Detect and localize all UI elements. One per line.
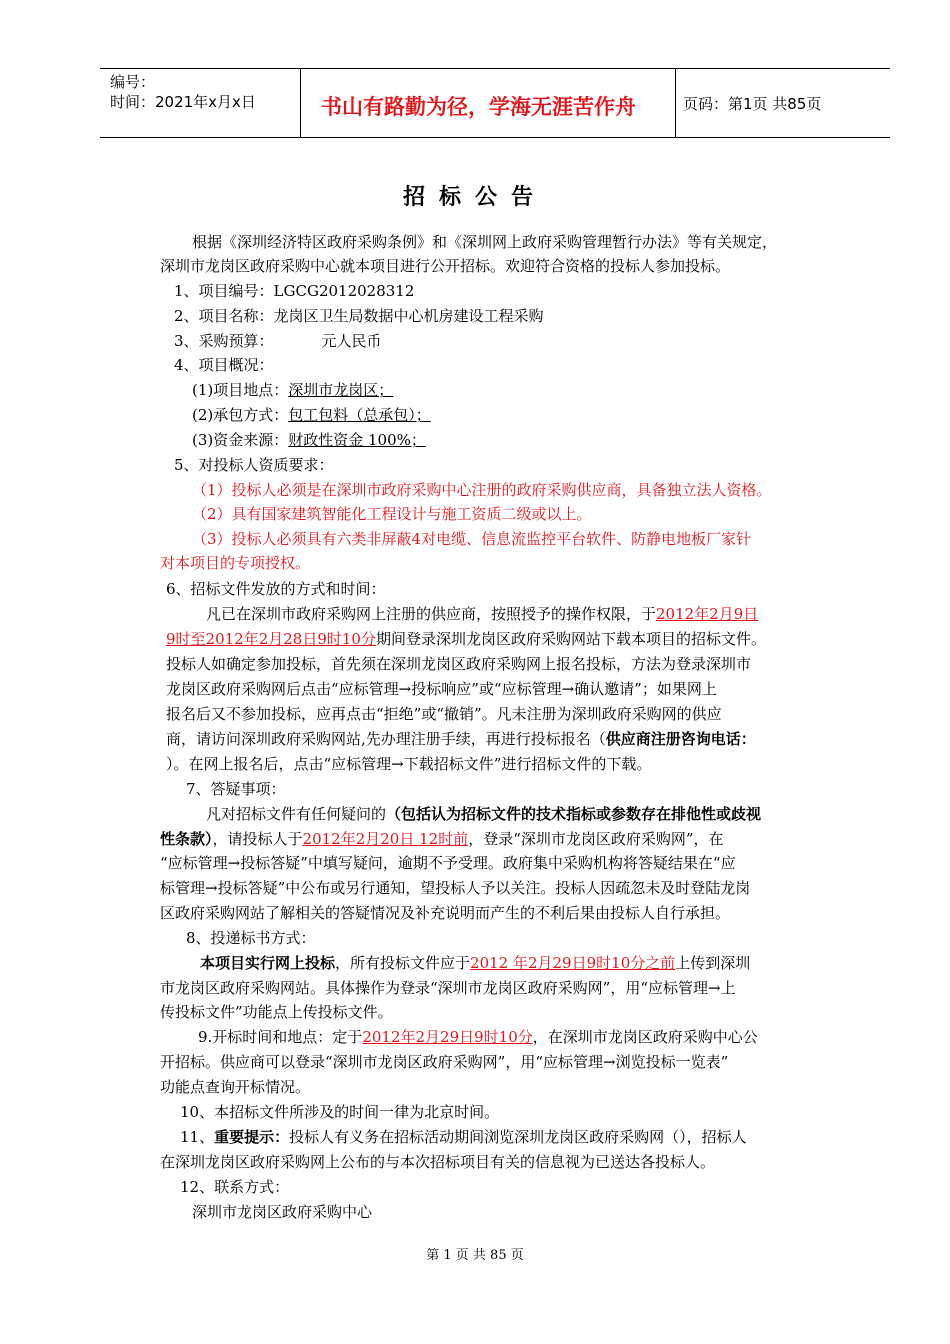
item-1: 1、项目编号：LGCG2012028312 xyxy=(174,282,415,300)
item-3-value: 元人民币 xyxy=(321,332,382,350)
text: 期间登录深圳龙岗区政府采购网站下载本项目的招标文件。 xyxy=(375,630,766,648)
item-4-1-label: (1)项目地点： xyxy=(192,381,289,399)
page-header xyxy=(100,68,890,138)
bold-text: 性条款） xyxy=(160,830,213,848)
page-title: 招标公告 xyxy=(402,185,547,210)
date-red: 9时至2012年2月28日9时10分 xyxy=(166,630,376,648)
bold-text: （包括认为招标文件的技术指标或参数存在排他性或歧视 xyxy=(386,805,762,823)
code-label: 编号： xyxy=(110,73,156,91)
item-8: 8、投递标书方式： xyxy=(186,929,316,947)
item-5-3b: 对本项目的专项授权。 xyxy=(160,554,311,572)
item-12: 12、联系方式： xyxy=(180,1178,290,1196)
item-4: 4、项目概况： xyxy=(174,356,274,374)
text: 11、 xyxy=(180,1128,215,1146)
item-5-2: （2）具有国家建筑智能化工程设计与施工资质二级或以上。 xyxy=(192,505,592,523)
time-label: 时间：2021年x月x日 xyxy=(110,93,256,111)
bold-text: 重要提示： xyxy=(214,1128,290,1146)
item-11-line-1 xyxy=(180,1125,747,1149)
motto-text: 书山有路勤为径，学海无涯苦作舟 xyxy=(321,95,636,119)
item-5-3a: （3）投标人必须具有六类非屏蔽4对电缆、信息流监控平台软件、防静电地板厂家针 xyxy=(192,530,752,548)
item-8-line-2: 市龙岗区政府采购网站。具体操作为登录“深圳市龙岗区政府采购网”，用“应标管理→上 xyxy=(160,979,736,997)
item-7-line-4: 标管理→投标答疑”中公布或另行通知，望投标人予以关注。投标人因疏忽未及时登陆龙岗 xyxy=(160,879,751,897)
item-9-line-3: 功能点查询开标情况。 xyxy=(160,1078,311,1096)
item-6-line-7: ）。在网上报名后，点击“应标管理→下载招标文件”进行招标文件的下载。 xyxy=(166,755,652,773)
item-6-line-5: 报名后又不参加投标，应再点击“拒绝”或“撤销”。凡未注册为深圳政府采购网的供应 xyxy=(166,705,722,723)
item-3-label: 3、采购预算： xyxy=(174,332,274,350)
item-7-line-5: 区政府采购网站了解相关的答疑情况及补充说明而产生的不利后果由投标人自行承担。 xyxy=(160,904,731,922)
bold-text: 本项目实行网上投标 xyxy=(200,954,336,972)
item-9-line-2: 开招标。供应商可以登录“深圳市龙岗区政府采购网”，用“应标管理→浏览投标一览表” xyxy=(160,1053,729,1071)
item-11-line-2: 在深圳龙岗区政府采购网上公布的与本次招标项目有关的信息视为已送达各投标人。 xyxy=(160,1153,716,1171)
text: 投标人有义务在招标活动期间浏览深圳龙岗区政府采购网（），招标人 xyxy=(289,1128,747,1146)
intro-line-1: 根据《深圳经济特区政府采购条例》和《深圳网上政府采购管理暂行办法》等有关规定， xyxy=(192,233,778,251)
item-4-2 xyxy=(192,403,431,427)
item-4-3-label: (3)资金来源： xyxy=(192,431,289,449)
bold-text: 供应商注册咨询电话： xyxy=(605,730,756,748)
item-4-1 xyxy=(192,378,393,402)
text: 凡对招标文件有任何疑问的 xyxy=(206,805,387,823)
date-red: 2012年2月9日 xyxy=(656,605,759,623)
item-7: 7、答疑事项： xyxy=(186,780,286,798)
page-info-text: 页码：第1页 共85页 xyxy=(683,95,822,113)
date-red: 2012年2月20日 12时前 xyxy=(302,830,469,848)
item-8-line-3: 传投标文件”功能点上传投标文件。 xyxy=(160,1003,393,1021)
item-3 xyxy=(174,329,382,353)
item-5: 5、对投标人资质要求： xyxy=(174,456,334,474)
item-6: 6、招标文件发放的方式和时间： xyxy=(166,580,386,598)
text: 上传到深圳 xyxy=(675,954,751,972)
text: 9.开标时间和地点：定于 xyxy=(198,1028,363,1046)
header-page-info xyxy=(675,69,890,137)
item-9-line-1 xyxy=(198,1025,758,1049)
item-6-line-6 xyxy=(166,727,756,751)
item-4-2-label: (2)承包方式： xyxy=(192,406,289,424)
item-6-line-3: 投标人如确定参加投标，首先须在深圳龙岗区政府采购网上报名投标，方法为登录深圳市 xyxy=(166,655,752,673)
item-6-line-4: 龙岗区政府采购网后点击“应标管理→投标响应”或“应标管理→确认邀请”；如果网上 xyxy=(166,680,717,698)
text: ，所有投标文件应于 xyxy=(335,954,471,972)
item-7-line-2 xyxy=(160,827,724,851)
text: 商，请访问深圳政府采购网站,先办理注册手续，再进行投标报名（ xyxy=(166,730,606,748)
item-7-line-1 xyxy=(206,802,761,826)
text: ，请投标人于 xyxy=(212,830,303,848)
header-motto xyxy=(300,69,676,137)
item-12-org: 深圳市龙岗区政府采购中心 xyxy=(192,1203,373,1221)
header-meta xyxy=(100,69,300,137)
item-4-1-value: 深圳市龙岗区； xyxy=(288,381,394,399)
item-6-line-2 xyxy=(166,627,766,651)
item-4-2-value: 包工包料（总承包）； xyxy=(288,406,431,424)
item-8-line-1 xyxy=(200,951,750,975)
item-4-3-value: 财政性资金 100%； xyxy=(288,431,426,449)
date-red: 2012 年2月29日9时10分之前 xyxy=(470,954,676,972)
item-4-3 xyxy=(192,428,426,452)
page-footer: 第 1 页 共 85 页 xyxy=(426,1248,524,1263)
item-5-1: （1）投标人必须是在深圳市政府采购中心注册的政府采购供应商，具备独立法人资格。 xyxy=(192,481,772,499)
text: ，登录“深圳市龙岗区政府采购网”，在 xyxy=(468,830,724,848)
item-10: 10、本招标文件所涉及的时间一律为北京时间。 xyxy=(180,1103,500,1121)
item-7-line-3: “应标管理→投标答疑”中填写疑问，逾期不予受理。政府集中采购机构将答疑结果在“应 xyxy=(160,854,736,872)
text: ，在深圳市龙岗区政府采购中心公 xyxy=(532,1028,758,1046)
date-red: 2012年2月29日9时10分 xyxy=(362,1028,533,1046)
intro-line-2: 深圳市龙岗区政府采购中心就本项目进行公开招标。欢迎符合资格的投标人参加投标。 xyxy=(160,257,731,275)
text: 凡已在深圳市政府采购网上注册的供应商，按照授予的操作权限，于 xyxy=(206,605,657,623)
item-2: 2、项目名称：龙岗区卫生局数据中心机房建设工程采购 xyxy=(174,307,544,325)
item-6-line-1 xyxy=(206,602,758,626)
